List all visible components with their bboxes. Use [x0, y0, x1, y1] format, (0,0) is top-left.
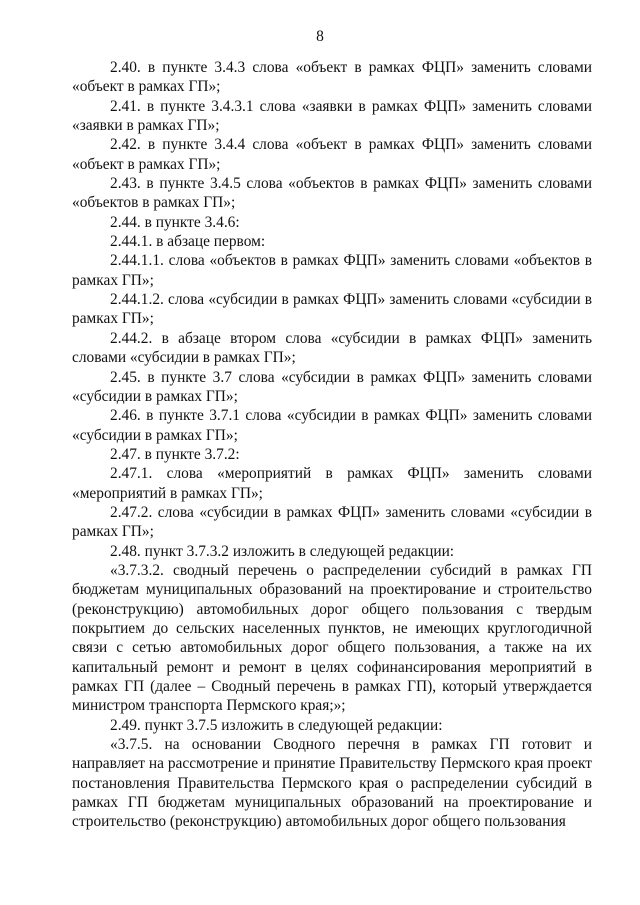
paragraph-3-7-5-quote: «3.7.5. на основании Сводного перечня в рамках ГП готовит и направляет на рассмотрение и принятие Правительству Пермского края проект постановления Правительства Пермского края о распределении субсидий в рамках ГП бюджетам муниципальных образований на проектирование и строительство (реконструкцию) автомобильных дорог общего пользования — [72, 736, 592, 831]
paragraph-2-47: 2.47. в пункте 3.7.2: — [110, 445, 240, 463]
paragraph-2-42: 2.42. в пункте 3.4.4 слова «объект в рамках ФЦП» заменить словами «объект в рамках ГП»; — [72, 136, 592, 173]
paragraph-2-44-2: 2.44.2. в абзаце втором слова «субсидии в рамках ФЦП» заменить словами «субсидии в рамках ГП»; — [72, 329, 592, 367]
paragraph-2-46: 2.46. в пункте 3.7.1 слова «субсидии в рамках ФЦП» заменить словами «субсидии в рамках ГП»; — [72, 407, 592, 444]
paragraph-2-45: 2.45. в пункте 3.7 слова «субсидии в рамках ФЦП» заменить словами «субсидии в рамках ГП»; — [72, 368, 592, 405]
paragraph-2-44-1: 2.44.1. в абзаце первом: — [110, 233, 266, 251]
page-number: 8 — [316, 28, 324, 45]
paragraph-2-44: 2.44. в пункте 3.4.6: — [110, 213, 240, 231]
paragraph-2-44-1-1: 2.44.1.1. слова «объектов в рамках ФЦП» заменить словами «объектов в рамках ГП»; — [72, 252, 592, 289]
paragraph-2-48: 2.48. пункт 3.7.3.2 изложить в следующей редакции: — [110, 542, 455, 560]
paragraph-2-47-2: 2.47.2. слова «субсидии в рамках ФЦП» заменить словами «субсидии в рамках ГП»; — [72, 503, 592, 541]
paragraph-2-44-1-2: 2.44.1.2. слова «субсидии в рамках ФЦП» заменить словами «субсидии в рамках ГП»; — [72, 291, 592, 328]
paragraph-2-41: 2.41. в пункте 3.4.3.1 слова «заявки в рамках ФЦП» заменить словами «заявки в рамках ГП»; — [72, 97, 592, 135]
paragraph-2-40: 2.40. в пункте 3.4.3 слова «объект в рамках ФЦП» заменить словами «объект в рамках ГП»; — [72, 59, 592, 96]
paragraph-3-7-3-2-quote: «3.7.3.2. сводный перечень о распределении субсидий в рамках ГП бюджетам муниципальных образований на проектирование и строительство (реконструкцию) автомобильных дорог общего пользования с твердым покрытием до сельских населенных пунктов, не имеющих круглогодичной связи с сетью автомобильных дорог общего пользования, а также на их капитальный ремонт и ремонт в целях софинансирования мероприятий в рамках ГП (далее – Сводный перечень в рамках ГП), который утверждается министром транспорта Пермского края;»; — [72, 561, 592, 715]
paragraph-2-49: 2.49. пункт 3.7.5 изложить в следующей редакции: — [110, 716, 443, 734]
document-body — [72, 58, 592, 832]
paragraph-2-47-1: 2.47.1. слова «мероприятий в рамках ФЦП» заменить словами «мероприятий в рамках ГП»; — [72, 465, 592, 502]
paragraph-2-43: 2.43. в пункте 3.4.5 слова «объектов в рамках ФЦП» заменить словами «объектов в рамках ГП»; — [72, 175, 592, 212]
